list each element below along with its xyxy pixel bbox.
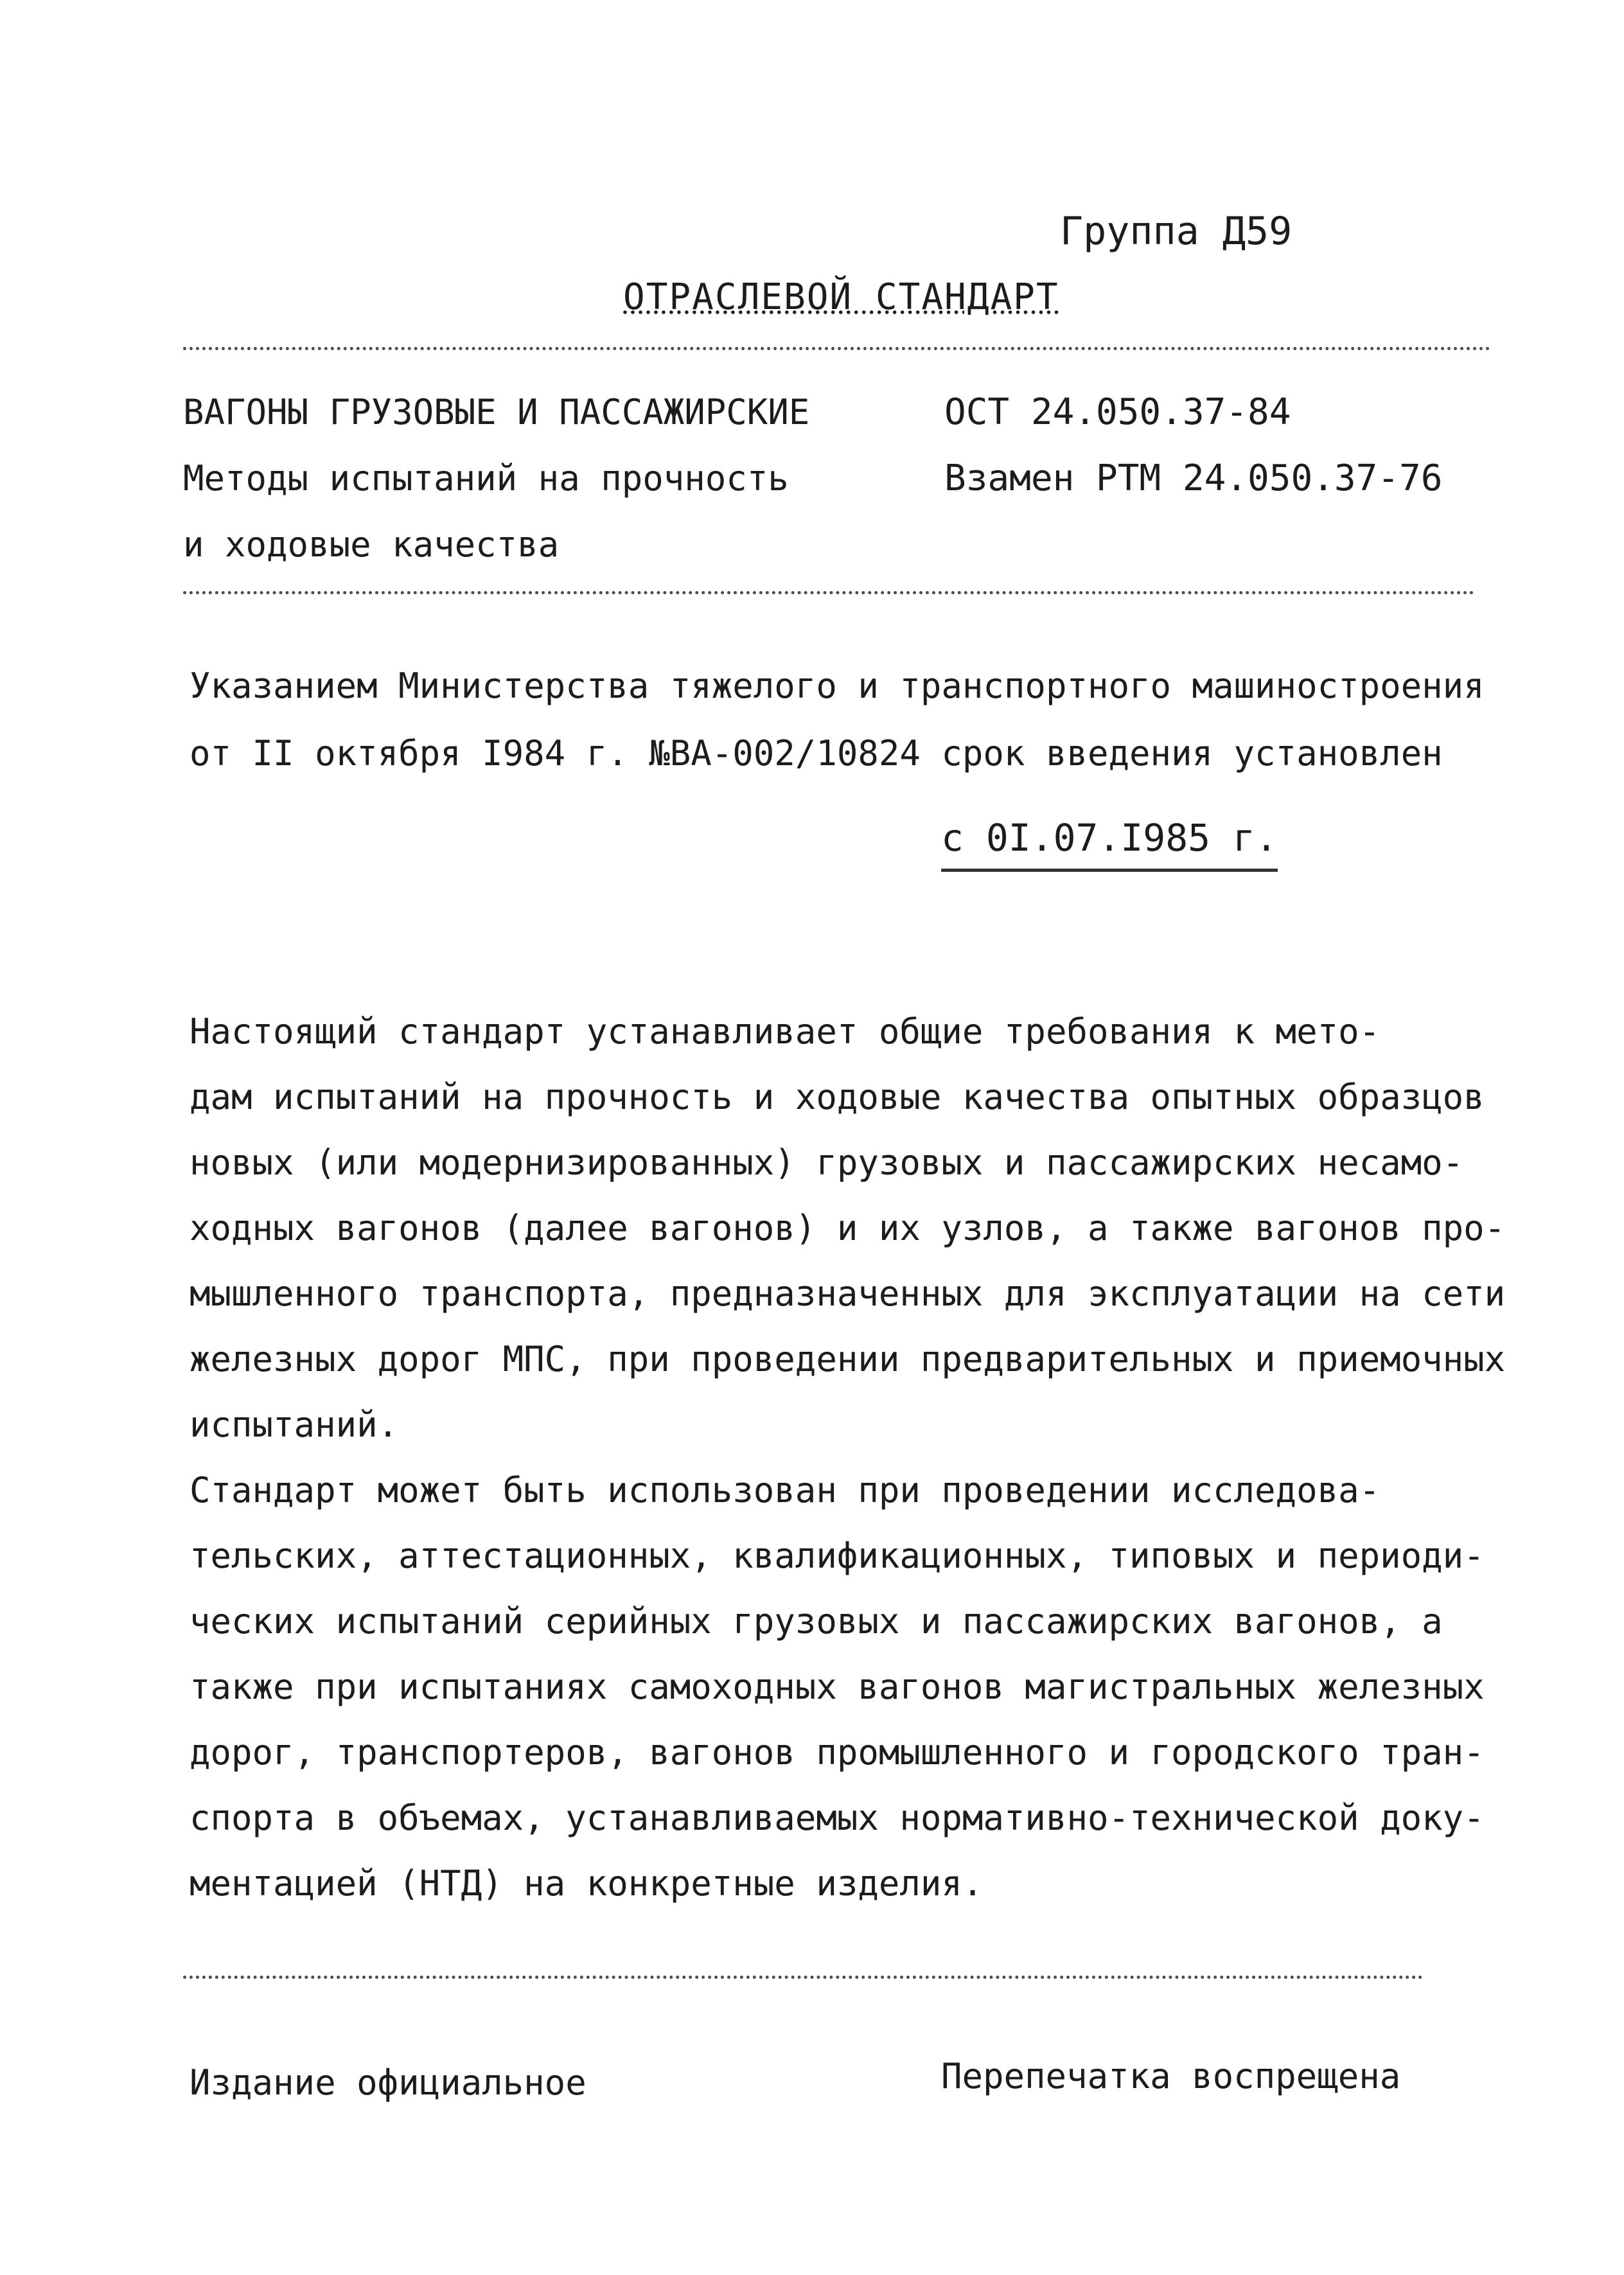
footer-rule	[183, 1976, 1423, 1979]
replaces-note: Взамен РТМ 24.050.37-76	[944, 457, 1443, 499]
standard-designation: ОСТ 24.050.37-84	[944, 391, 1291, 433]
official-edition-note: Издание официальное	[190, 2062, 587, 2103]
body-line: дорог, транспортеров, вагонов промышленного и городского тран-	[190, 1732, 1485, 1773]
title-line-3: и ходовые качества	[183, 524, 560, 565]
body-line: ментацией (НТД) на конкретные изделия.	[190, 1863, 984, 1904]
group-label: Группа Д59	[1060, 209, 1293, 254]
body-line: ходных вагонов (далее вагонов) и их узлов, а также вагонов про-	[190, 1208, 1506, 1248]
body-line: тельских, аттестационных, квалификационных, типовых и периоди-	[190, 1536, 1485, 1576]
body-line: ческих испытаний серийных грузовых и пассажирских вагонов, а	[190, 1601, 1443, 1642]
decree-line-2: от II октября I984 г. №ВА-002/10824 срок введения установлен	[190, 733, 1443, 774]
title-line-1: ВАГОНЫ ГРУЗОВЫЕ И ПАССАЖИРСКИЕ	[183, 392, 810, 432]
body-line: испытаний.	[190, 1404, 399, 1445]
body-line: также при испытаниях самоходных вагонов магистральных железных	[190, 1667, 1485, 1707]
decree-line-1: Указанием Министерства тяжелого и транспортного машиностроения	[190, 666, 1485, 706]
header-bottom-rule	[183, 591, 1474, 594]
title-line-2: Методы испытаний на прочность	[183, 458, 789, 499]
designation-block	[944, 379, 1442, 511]
body-line: спорта в объемах, устанавливаемых нормативно-технической доку-	[190, 1798, 1485, 1838]
body-line: Стандарт может быть использован при проведении исследова-	[190, 1470, 1381, 1510]
body-line: мышленного транспорта, предназначенных для эксплуатации на сети	[190, 1273, 1506, 1314]
document-title-block	[183, 379, 809, 578]
body-line: железных дорог МПС, при проведении предварительных и приемочных	[190, 1339, 1506, 1379]
body-line: Настоящий стандарт устанавливает общие требования к мето-	[190, 1011, 1381, 1052]
effective-date: с 0I.07.I985 г.	[941, 816, 1278, 872]
body-line: дам испытаний на прочность и ходовые качества опытных образцов	[190, 1077, 1485, 1117]
decree-paragraph	[190, 652, 1485, 787]
standard-type-heading: ОТРАСЛЕВОЙ СТАНДАРТ	[623, 276, 1059, 318]
body-line: новых (или модернизированных) грузовых и пассажирских несамо-	[190, 1142, 1464, 1183]
header-top-rule	[183, 347, 1490, 350]
body-text	[190, 999, 1505, 1916]
reprint-prohibited-note: Перепечатка воспрещена	[941, 2056, 1401, 2096]
